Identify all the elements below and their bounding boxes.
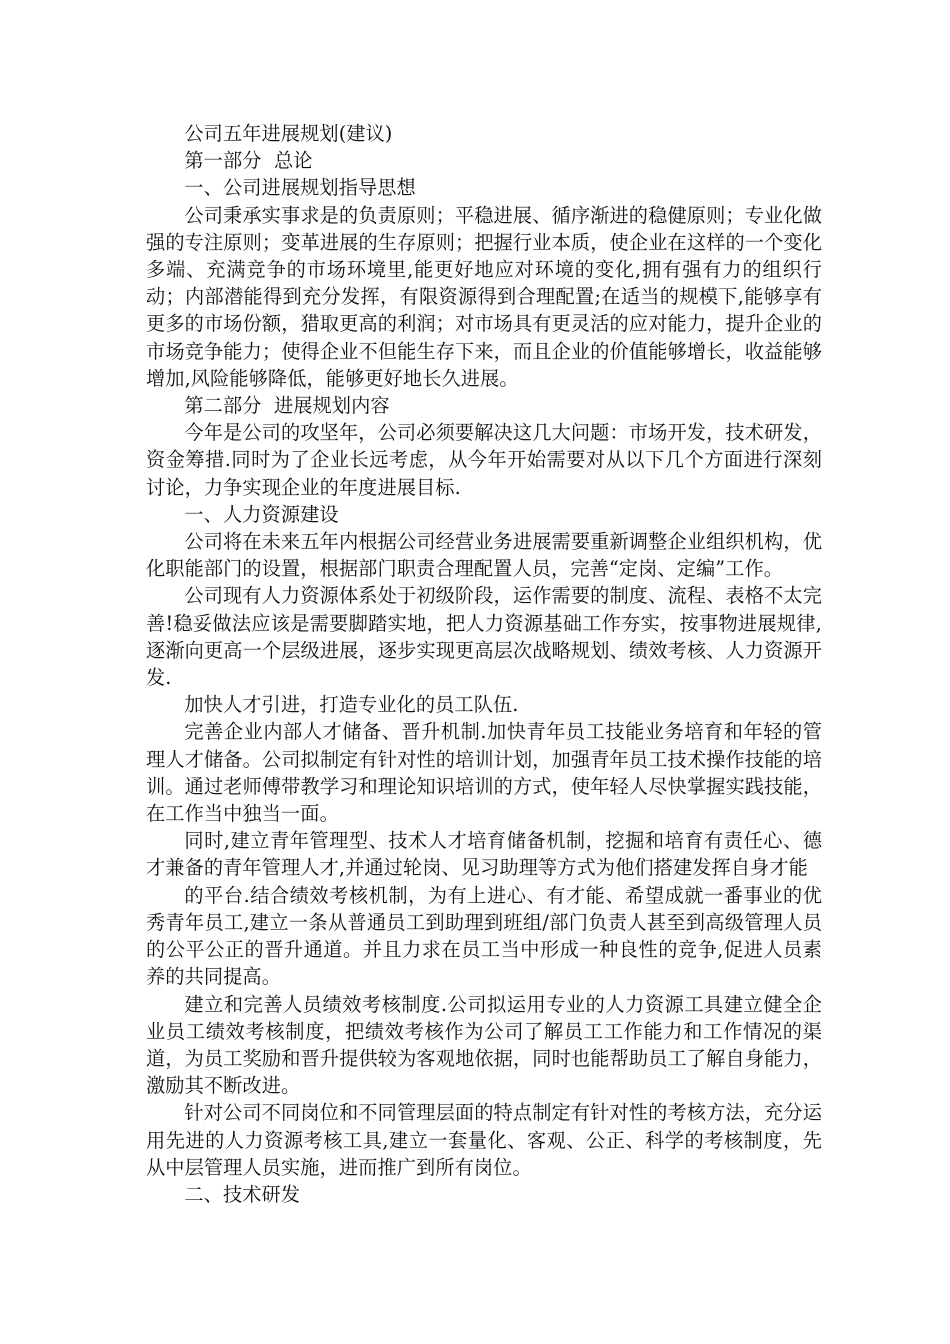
paragraph-platform: 的平台.结合绩效考核机制，为有上进心、有才能、希望成就一番事业的优秀青年员工,建立一条从普通员工到助理到班组/部门负责人甚至到高级管理人员的公平公正的晋升通道。并且力求在员工当中形成一种良性的竞争,促进人员素养的共同提高。 — [146, 883, 822, 989]
document-body — [146, 120, 822, 1208]
paragraph-org-structure: 公司将在未来五年内根据公司经营业务进展需要重新调整企业组织机构，优化职能部门的设置，根据部门职责合理配置人员，完善“定岗、定编”工作。 — [146, 530, 822, 581]
section-heading-guiding-thought: 一、公司进展规划指导思想 — [184, 176, 416, 200]
document-title: 公司五年进展规划(建议) — [184, 122, 393, 145]
paragraph-assessment-methods: 针对公司不同岗位和不同管理层面的特点制定有针对性的考核方法，充分运用先进的人力资源考核工具,建立一套量化、客观、公正、科学的考核制度，先从中层管理人员实施，进而推广到所有岗位。 — [146, 1101, 822, 1179]
paragraph-this-year: 今年是公司的攻坚年，公司必须要解决这几大问题：市场开发，技术研发，资金筹措.同时为了企业长远考虑，从今年开始需要对从以下几个方面进行深刻讨论，力争实现企业的年度进展目标. — [146, 421, 822, 499]
section-heading-tech-rd: 二、技术研发 — [184, 1182, 301, 1206]
paragraph-talent-intro: 加快人才引进，打造专业化的员工队伍. — [184, 693, 519, 717]
paragraph-talent-reserve: 完善企业内部人才储备、晋升机制.加快青年员工技能业务培育和年轻的管理人才储备。公司拟制定有针对性的培训计划，加强青年员工技术操作技能的培训。通过老师傅带教学习和理论知识培训的方式，使年轻人尽快掌握实践技能，在工作当中独当一面。 — [146, 720, 822, 826]
paragraph-young-management: 同时,建立青年管理型、技术人才培育储备机制，挖掘和培育有责任心、德才兼备的青年管理人才,并通过轮岗、见习助理等方式为他们搭建发挥自身才能 — [146, 829, 822, 880]
part-two-heading: 第二部分 进展规划内容 — [184, 394, 390, 418]
paragraph-hr-system: 公司现有人力资源体系处于初级阶段，运作需要的制度、流程、表格不太完善!稳妥做法应该是需要脚踏实地，把人力资源基础工作夯实，按事物进展规律,逐渐向更高一个层级进展，逐步实现更高层次战略规划、绩效考核、人力资源开发. — [146, 584, 822, 690]
paragraph-performance-system: 建立和完善人员绩效考核制度.公司拟运用专业的人力资源工具建立健全企业员工绩效考核制度，把绩效考核作为公司了解员工工作能力和工作情况的渠道，为员工奖励和晋升提供较为客观地依据，同时也能帮助员工了解自身能力，激励其不断改进。 — [146, 992, 822, 1098]
paragraph-principles: 公司秉承实事求是的负责原则；平稳进展、循序渐进的稳健原则；专业化做强的专注原则；变革进展的生存原则；把握行业本质，使企业在这样的一个变化多端、充满竞争的市场环境里,能更好地应对环境的变化,拥有强有力的组织行动；内部潜能得到充分发挥，有限资源得到合理配置;在适当的规模下,能够享有更多的市场份额，猎取更高的利润；对市场具有更灵活的应对能力，提升企业的市场竞争能力；使得企业不但能生存下来，而且企业的价值能够增长，收益能够增加,风险能够降低，能够更好地长久进展。 — [146, 203, 822, 390]
part-one-heading: 第一部分 总论 — [184, 149, 313, 173]
section-heading-hr: 一、人力资源建设 — [184, 502, 339, 526]
